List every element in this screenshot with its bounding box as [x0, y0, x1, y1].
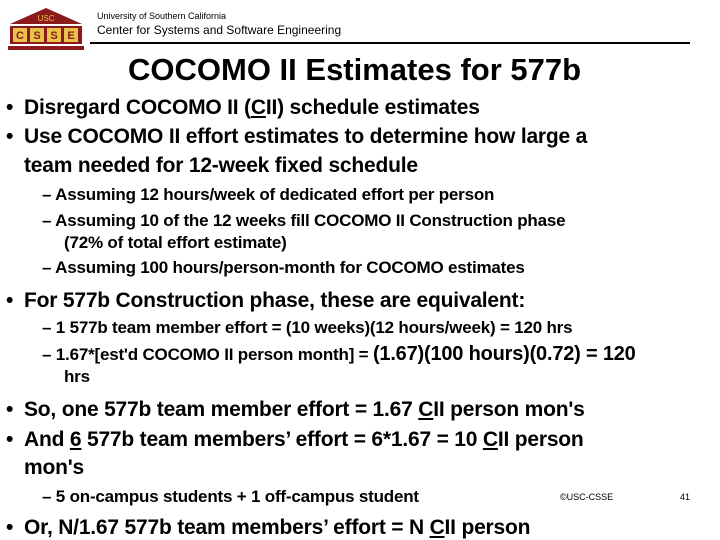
footer-copyright: ©USC-CSSE	[560, 492, 614, 502]
bullet-one-member: • So, one 577b team member effort = 1.67 CII person mon's	[6, 398, 585, 421]
page-number: 41	[680, 492, 691, 502]
csse-logo	[6, 6, 86, 52]
sub-students: – 5 on-campus students + 1 off-campus student	[42, 487, 419, 506]
university-name: University of Southern California	[97, 11, 227, 21]
center-name: Center for Systems and Software Engineering	[97, 23, 342, 37]
header-divider	[90, 42, 690, 44]
sub-weeks-construction-cont: (72% of total effort estimate)	[64, 233, 287, 252]
svg-text:S: S	[50, 30, 58, 42]
svg-text:USC: USC	[37, 14, 55, 23]
svg-text:C: C	[16, 30, 24, 42]
bullet-six-members-cont: mon's	[24, 456, 85, 479]
sub-member-effort: – 1 577b team member effort = (10 weeks)(12 hours/week) = 120 hrs	[42, 318, 573, 337]
bullet-six-members: • And 6 577b team members’ effort = 6*1.67 = 10 CII person	[6, 428, 584, 451]
sub-hours-week: – Assuming 12 hours/week of dedicated effort per person	[42, 185, 495, 204]
sub-person-month: – 1.67*[est'd COCOMO II person month] = (1.67)(100 hours)(0.72) = 120	[42, 343, 636, 365]
bullet-n-members: • Or, N/1.67 577b team members’ effort = N CII person	[6, 516, 531, 539]
svg-text:S: S	[33, 30, 41, 42]
sub-person-month-cont: hrs	[64, 367, 90, 386]
sub-weeks-construction: – Assuming 10 of the 12 weeks fill COCOMO II Construction phase	[42, 211, 566, 230]
bullet-use-effort-cont: team needed for 12-week fixed schedule	[24, 154, 418, 177]
sub-hours-month: – Assuming 100 hours/person-month for COCOMO estimates	[42, 258, 525, 277]
svg-text:E: E	[67, 30, 75, 42]
slide-title: COCOMO II Estimates for 577b	[128, 52, 582, 87]
bullet-disregard: • Disregard COCOMO II (CII) schedule estimates	[6, 96, 480, 119]
bullet-use-effort: • Use COCOMO II effort estimates to determine how large a	[6, 125, 588, 148]
bullet-construction-phase: • For 577b Construction phase, these are equivalent:	[6, 289, 526, 312]
